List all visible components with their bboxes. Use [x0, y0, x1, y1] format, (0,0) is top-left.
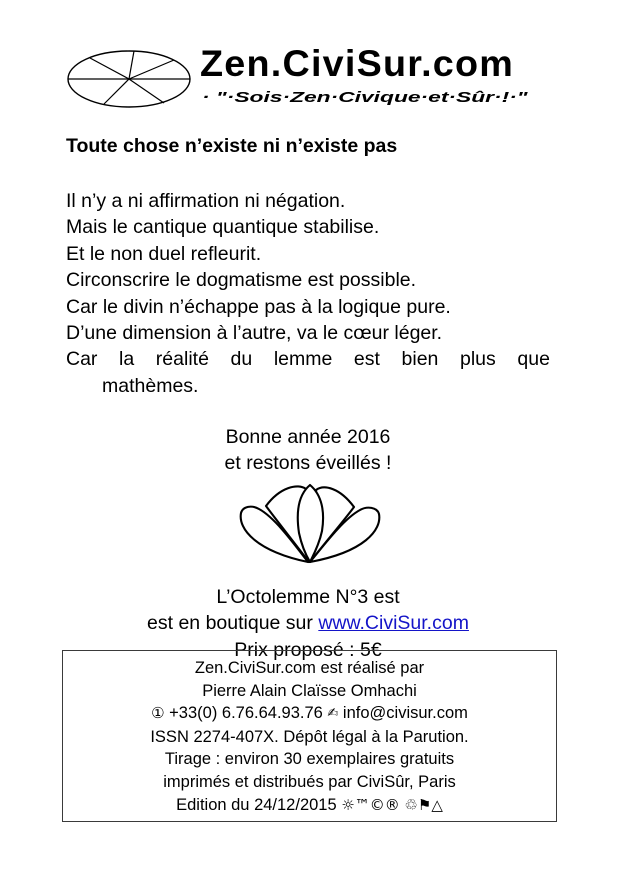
poem-line: Et le non duel refleurit.: [66, 242, 262, 265]
page-title: Toute chose n’existe ni n’existe pas: [66, 135, 398, 157]
closing-line-1: L’Octolemme N°3 est: [216, 586, 400, 608]
poem-line-continuation: mathèmes.: [102, 374, 199, 397]
email-address: info@civisur.com: [342, 704, 468, 723]
brand-tagline: · "·Sois·Zen·Civique·et·Sûr·!·": [202, 89, 528, 106]
edition-symbols-icon: ☼™©® ♲⚑△: [341, 795, 443, 814]
closing-price: Prix proposé : 5€: [234, 638, 382, 661]
greeting-line-1: Bonne année 2016: [225, 426, 391, 448]
greeting-block: [66, 424, 550, 477]
colophon-line-print-run: Tirage : environ 30 exemplaires gratuits: [164, 750, 455, 769]
poem-line: Il n’y a ni affirmation ni négation.: [66, 190, 346, 212]
phone-number: +33(0) 6.76.64.93.76: [169, 704, 323, 723]
colophon-line-contact: [63, 702, 556, 726]
edition-label: Edition du 24/12/2015: [176, 795, 337, 814]
poem-body: [66, 188, 550, 399]
poem-line-justified: [66, 346, 550, 372]
poem-line: Car le divin n’échappe pas à la logique pure.: [66, 295, 451, 318]
masthead: [62, 42, 562, 120]
colophon-line-author: Pierre Alain Claïsse Omhachi: [202, 681, 417, 700]
civisur-website-link[interactable]: www.CiviSur.com: [318, 612, 469, 635]
poem-word: que: [517, 348, 550, 371]
poem-word: lemme: [273, 348, 333, 371]
colophon-line-distribution: imprimés et distribués par CiviSûr, Paris: [163, 772, 456, 791]
poem-line: Mais le cantique quantique stabilise.: [66, 216, 380, 239]
poem-line: D’une dimension à l’autre, va le cœur léger.: [66, 322, 443, 345]
poem-line: Circonscrire le dogmatisme est possible.: [66, 269, 417, 292]
colophon-box: [62, 650, 557, 822]
poem-word: la: [119, 348, 135, 371]
colophon-line-edition: [63, 794, 556, 817]
poem-word: bien: [401, 348, 439, 371]
masthead-text: [200, 42, 562, 107]
lotus-flower-icon: [236, 483, 384, 565]
poem-word: plus: [460, 348, 496, 371]
colophon-line-issn: ISSN 2274-407X. Dépôt légal à la Parution.: [150, 727, 469, 746]
poem-word: du: [230, 348, 253, 371]
poem-word: est: [353, 348, 380, 371]
greeting-line-2: et restons éveillés !: [224, 452, 392, 475]
colophon-line-publisher: Zen.CiviSur.com est réalisé par: [194, 659, 425, 677]
brand-name: Zen.CiviSur.com: [200, 43, 515, 84]
closing-line-2-prefix: est en boutique sur: [147, 612, 319, 635]
phone-icon: ①: [151, 704, 165, 723]
poem-word: Car: [66, 348, 98, 371]
poem-word: réalité: [155, 348, 209, 371]
lotus-wheel-ellipse-icon: [66, 48, 192, 110]
closing-line-2: [66, 610, 550, 636]
mail-pen-icon: ✍: [327, 706, 339, 722]
